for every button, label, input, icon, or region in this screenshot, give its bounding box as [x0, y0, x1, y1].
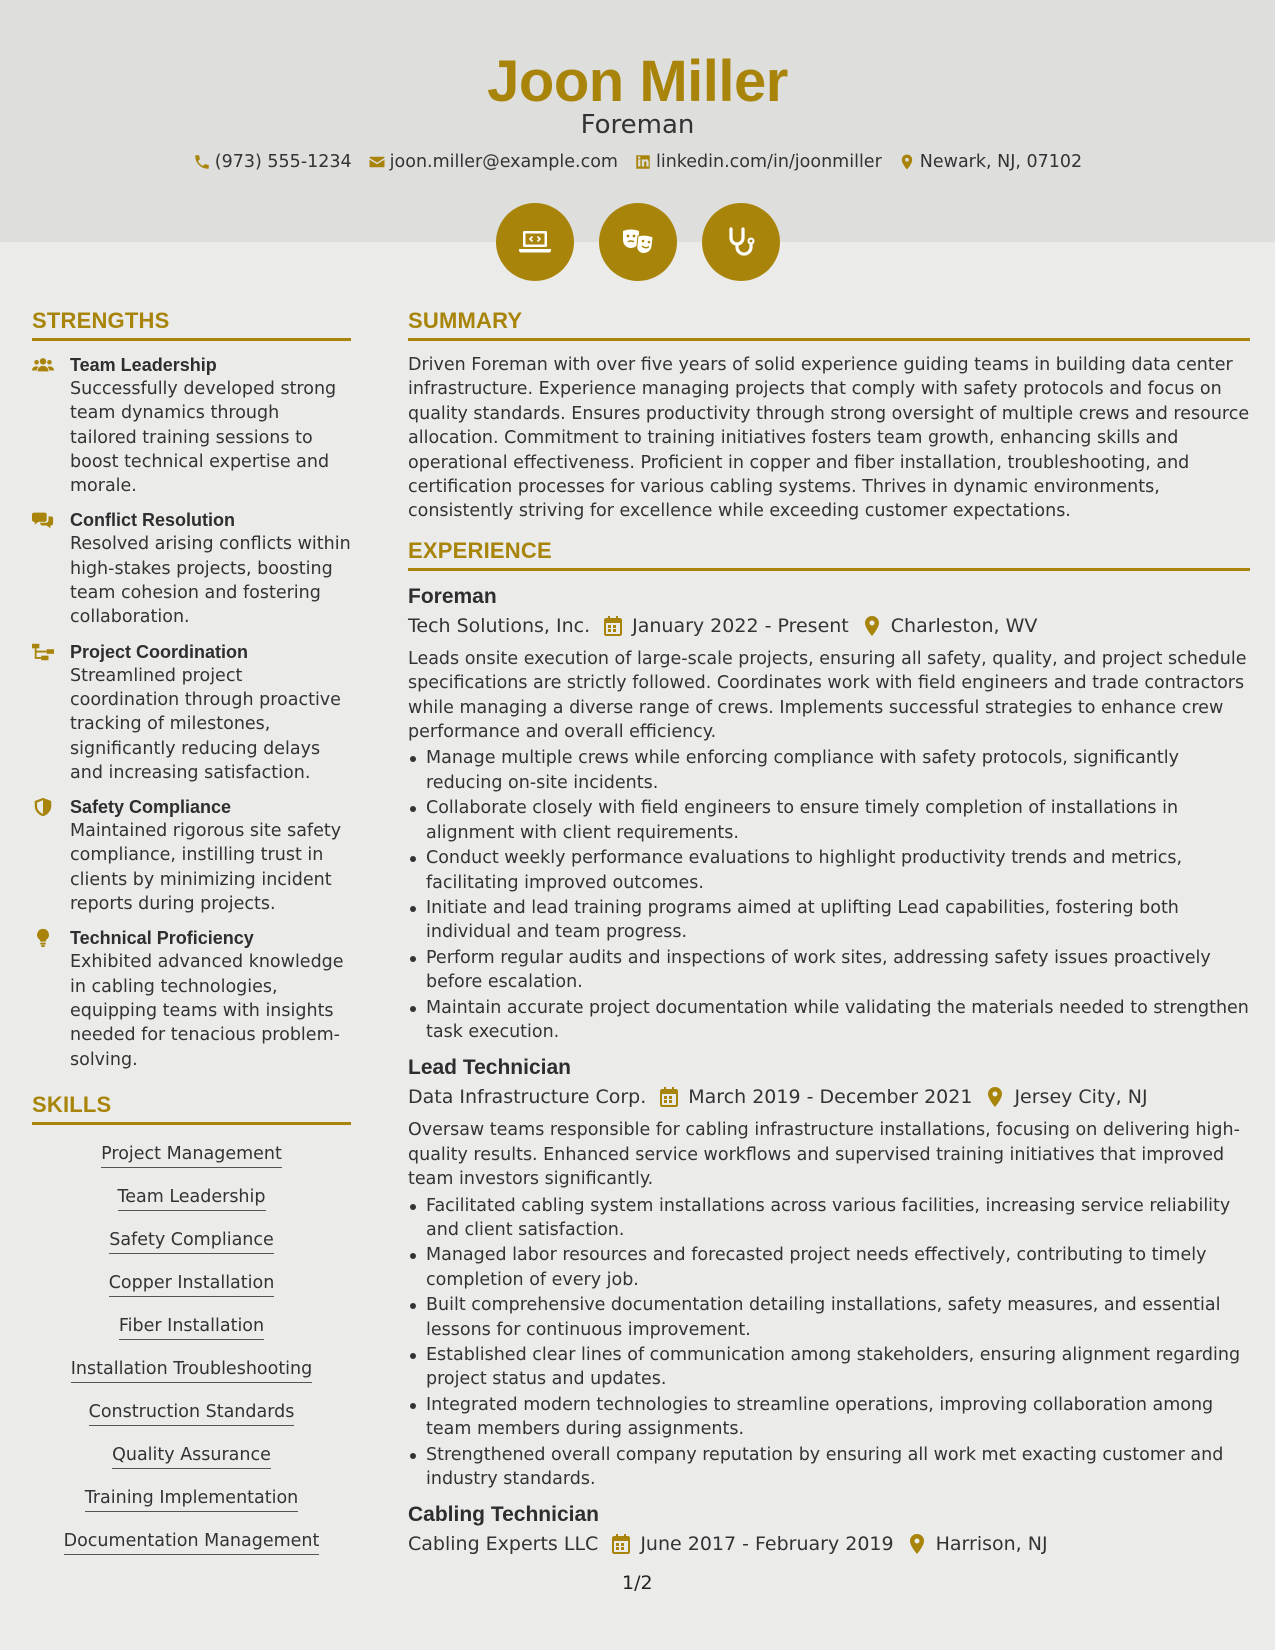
skill-item: Fiber Installation: [119, 1315, 264, 1340]
job-location: Jersey City, NJ: [1014, 1086, 1148, 1109]
strength-item: [32, 353, 351, 498]
job-dates: January 2022 - Present: [632, 614, 849, 637]
bullet-item: Perform regular audits and inspections of work sites, addressing safety issues proactively before escalation.: [408, 946, 1250, 995]
calendar-icon: [604, 616, 622, 636]
strength-title: Technical Proficiency: [70, 928, 254, 949]
interest-badges: [0, 203, 1275, 281]
strength-desc: Maintained rigorous site safety compliance, instilling trust in clients by minimizing incident reports during projects.: [70, 821, 342, 915]
job-meta: [408, 611, 1250, 641]
strength-item: [32, 508, 351, 629]
phone-text: (973) 555-1234: [214, 152, 352, 172]
masks-theater-icon: [618, 222, 658, 262]
job-location: Charleston, WV: [890, 614, 1038, 637]
candidate-role: Foreman: [580, 110, 695, 140]
job-entry: [408, 1501, 1250, 1559]
skill-item: Training Implementation: [85, 1487, 299, 1512]
strength-desc: Resolved arising conflicts within high-stakes projects, boosting team cohesion and fostering collaboration.: [70, 534, 351, 628]
job-meta: [408, 1082, 1250, 1112]
contact-bar: [0, 152, 1275, 172]
strength-desc: Streamlined project coordination through proactive tracking of milestones, significantly reducing delays and increasing satisfaction.: [70, 665, 341, 783]
bullet-item: Maintain accurate project documentation while validating the materials needed to strengthen task execution.: [408, 996, 1250, 1045]
strength-item: [32, 640, 351, 785]
stethoscope-icon: [721, 222, 761, 262]
map-pin-icon: [986, 1087, 1004, 1107]
left-column: [32, 308, 351, 1555]
bullet-item: Managed labor resources and forecasted project needs effectively, contributing to timely completion of every job.: [408, 1243, 1250, 1292]
contact-linkedin[interactable]: [634, 152, 882, 172]
strength-desc: Successfully developed strong team dynamics through tailored training sessions to boost technical expertise and morale.: [70, 379, 337, 497]
summary-text: Driven Foreman with over five years of solid experience guiding teams in building data center infrastructure. Experience managing projects that comply with safety protocols and focus on quality standards. Ensures productivity through strong oversight of multiple crews and resource allocation. Commitment to training initiatives fosters team growth, enhancing skills and operational effectiveness. Proficient in copper and fiber installation, troubleshooting, and certification processes for various cabling systems. Thrives in dynamic environments, consistently striving for excellence while exceeding customer expectations.: [408, 355, 1250, 522]
strengths-heading: STRENGTHS: [32, 308, 351, 341]
location-text: Newark, NJ, 07102: [919, 152, 1083, 172]
job-entry: [408, 1054, 1250, 1491]
skill-item: Quality Assurance: [112, 1444, 271, 1469]
strength-title: Safety Compliance: [70, 797, 232, 818]
skills-list: [32, 1137, 351, 1555]
badge-laptop: [496, 203, 574, 281]
bullet-item: Integrated modern technologies to streamline operations, improving collaboration among team members during assignments.: [408, 1393, 1250, 1442]
calendar-icon: [660, 1087, 678, 1107]
job-bullets: [408, 746, 1250, 1044]
skill-item: Documentation Management: [64, 1530, 320, 1555]
calendar-icon: [612, 1534, 630, 1554]
job-entry: [408, 583, 1250, 1045]
strength-item: [32, 795, 351, 916]
bullet-item: Conduct weekly performance evaluations to highlight productivity trends and metrics, facilitating improved outcomes.: [408, 846, 1250, 895]
experience-heading: EXPERIENCE: [408, 538, 1250, 571]
summary-heading: SUMMARY: [408, 308, 1250, 341]
badge-stethoscope: [702, 203, 780, 281]
job-title: Foreman: [408, 584, 497, 608]
job-description: Oversaw teams responsible for cabling infrastructure installations, focusing on delivering high-quality results. Enhanced service workflows and supervised training initiatives that improved team investors significantly.: [408, 1120, 1240, 1190]
phone-icon: [193, 153, 211, 171]
strength-desc: Exhibited advanced knowledge in cabling technologies, equipping teams with insights needed for tenacious problem-solving.: [70, 952, 344, 1070]
strength-title: Project Coordination: [70, 641, 249, 662]
page-number: 1/2: [622, 1572, 653, 1594]
job-dates: June 2017 - February 2019: [640, 1533, 894, 1556]
bullet-item: Manage multiple crews while enforcing compliance with safety protocols, significantly reducing on-site incidents.: [408, 746, 1250, 795]
job-description: Leads onsite execution of large-scale projects, ensuring all safety, quality, and project schedule specifications are strictly followed. Coordinates work with field engineers and trade contractors while managing a diverse range of crews. Implements successful strategies to enhance crew performance and overall efficiency.: [408, 648, 1247, 743]
job-company: Data Infrastructure Corp.: [408, 1086, 647, 1109]
job-company: Cabling Experts LLC: [408, 1533, 599, 1556]
skill-item: Construction Standards: [89, 1401, 295, 1426]
skill-item: Copper Installation: [109, 1272, 275, 1297]
contact-email[interactable]: [368, 152, 618, 172]
skill-item: Safety Compliance: [109, 1229, 274, 1254]
bullet-item: Facilitated cabling system installations across various facilities, increasing service reliability and client satisfaction.: [408, 1194, 1250, 1243]
skill-item: Team Leadership: [118, 1186, 266, 1211]
job-title: Lead Technician: [408, 1056, 571, 1080]
envelope-icon: [368, 153, 386, 171]
candidate-name: Joon Miller: [487, 49, 788, 114]
skills-heading: SKILLS: [32, 1092, 351, 1125]
right-column: [408, 308, 1250, 1569]
map-pin-icon: [863, 616, 881, 636]
email-text: joon.miller@example.com: [389, 152, 618, 172]
job-company: Tech Solutions, Inc.: [408, 614, 591, 637]
bullet-item: Strengthened overall company reputation by ensuring all work met exacting customer and industry standards.: [408, 1443, 1250, 1492]
badge-theater: [599, 203, 677, 281]
strength-title: Team Leadership: [70, 355, 217, 375]
comments-icon: [32, 510, 54, 530]
contact-phone[interactable]: [193, 152, 352, 172]
users-icon: [32, 355, 54, 375]
bullet-item: Established clear lines of communication among stakeholders, ensuring alignment regarding project status and updates.: [408, 1343, 1250, 1392]
header-band: [0, 0, 1275, 242]
job-bullets: [408, 1194, 1250, 1492]
skill-item: Installation Troubleshooting: [71, 1358, 313, 1383]
linkedin-icon: [634, 153, 652, 171]
job-meta: [408, 1529, 1250, 1559]
shield-icon: [32, 797, 54, 817]
job-title: Cabling Technician: [408, 1503, 599, 1527]
map-pin-icon: [898, 153, 916, 171]
strength-item: [32, 926, 351, 1071]
bullet-item: Built comprehensive documentation detailing installations, safety measures, and essential lessons for continuous improvement.: [408, 1293, 1250, 1342]
linkedin-text: linkedin.com/in/joonmiller: [655, 152, 882, 172]
bullet-item: Collaborate closely with field engineers to ensure timely completion of installations in alignment with client requirements.: [408, 796, 1250, 845]
job-location: Harrison, NJ: [935, 1533, 1048, 1556]
skill-item: Project Management: [101, 1143, 282, 1168]
map-pin-icon: [908, 1534, 926, 1554]
job-dates: March 2019 - December 2021: [688, 1086, 973, 1109]
laptop-code-icon: [515, 222, 555, 262]
contact-location: [898, 152, 1082, 172]
lightbulb-icon: [32, 928, 54, 948]
sitemap-icon: [32, 642, 54, 662]
strength-title: Conflict Resolution: [70, 510, 235, 531]
bullet-item: Initiate and lead training programs aimed at uplifting Lead capabilities, fostering both individual and team progress.: [408, 896, 1250, 945]
